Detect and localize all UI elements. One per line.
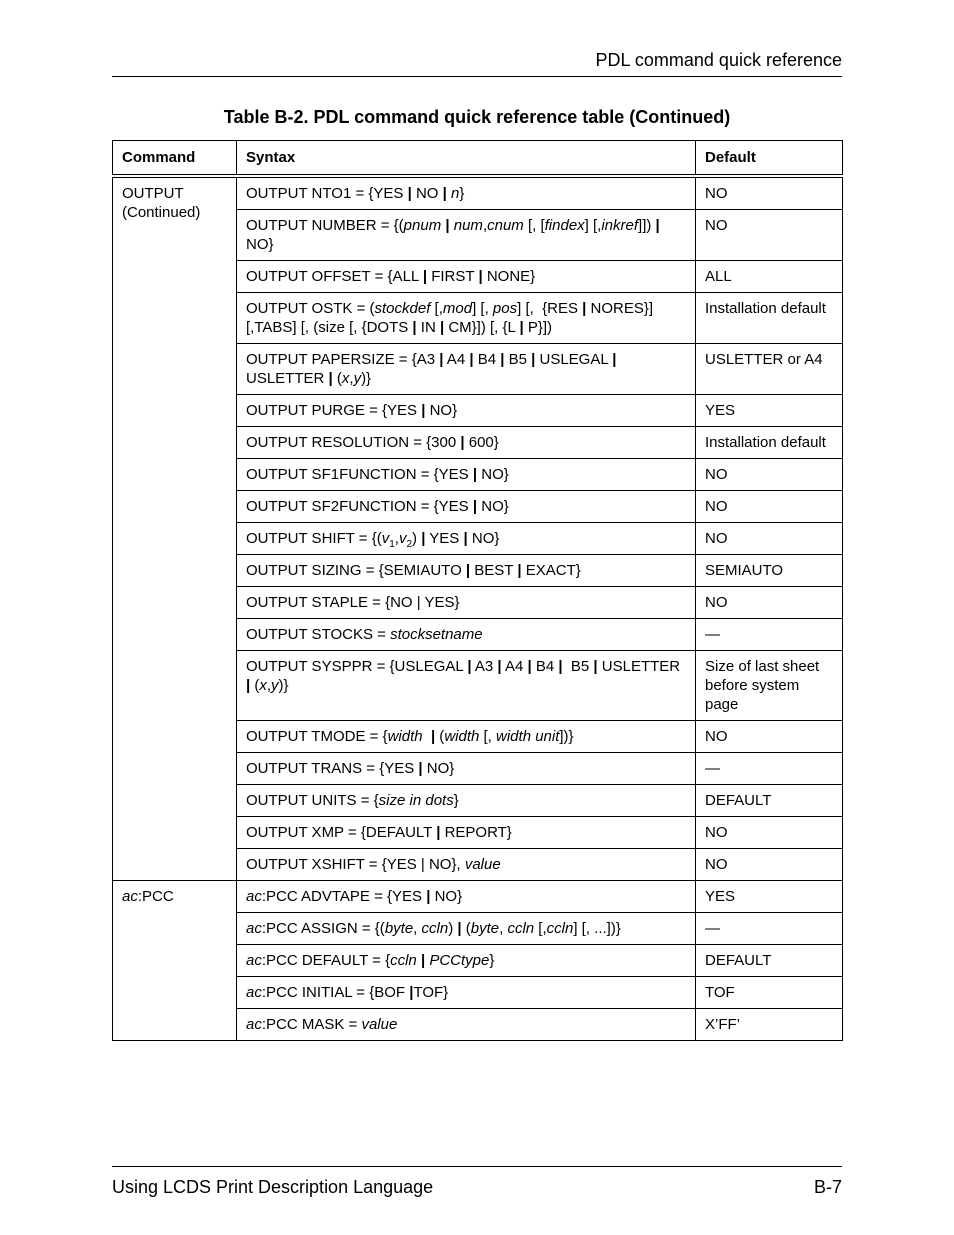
default-cell: —	[696, 753, 843, 785]
default-cell: NO	[696, 849, 843, 881]
default-cell: NO	[696, 459, 843, 491]
page-number: B-7	[813, 1177, 842, 1197]
table-row	[113, 881, 843, 913]
syntax-cell: OUTPUT PURGE = {YES | NO}	[237, 395, 696, 427]
default-cell: DEFAULT	[696, 945, 843, 977]
command-name: :PCC	[137, 888, 174, 905]
table-caption: Table B-2. PDL command quick reference table (Continued)	[223, 107, 731, 127]
default-cell: NO	[696, 210, 843, 261]
command-continued: (Continued)	[122, 204, 201, 221]
default-cell: —	[696, 619, 843, 651]
default-cell: —	[696, 913, 843, 945]
default-cell: X’FF’	[696, 1009, 843, 1041]
default-cell: USLETTER or A4	[696, 344, 843, 395]
footer-rule	[112, 1166, 842, 1167]
column-header-command: Command	[113, 141, 237, 177]
syntax-cell: OUTPUT OSTK = (stockdef [,mod] [, pos] [, {RES | NORES}] [,TABS] [, (size [, {DOTS | IN | CM}]) [, {L | P}])	[237, 293, 696, 344]
column-header-syntax: Syntax	[237, 141, 696, 177]
default-cell: YES	[696, 395, 843, 427]
header-rule	[112, 76, 842, 77]
command-cell-pcc	[113, 881, 237, 1041]
default-cell: NO	[696, 587, 843, 619]
syntax-cell: OUTPUT SHIFT = {$(v_1,v_2)$ | YES | NO}	[237, 523, 696, 555]
syntax-cell: OUTPUT XMP = {DEFAULT | REPORT}	[237, 817, 696, 849]
syntax-cell: OUTPUT TMODE = {width | (width [, width unit])}	[237, 721, 696, 753]
default-cell: NO	[696, 523, 843, 555]
default-cell: NO	[696, 491, 843, 523]
default-cell: ALL	[696, 261, 843, 293]
default-cell: NO	[696, 721, 843, 753]
default-cell: Installation default	[696, 427, 843, 459]
column-header-default: Default	[696, 141, 843, 177]
running-header: PDL command quick reference	[595, 50, 842, 70]
footer-title: Using LCDS Print Description Language	[112, 1177, 434, 1197]
table-header-row	[113, 141, 843, 177]
default-cell: Installation default	[696, 293, 843, 344]
syntax-cell: OUTPUT SIZING = {SEMIAUTO | BEST | EXACT}	[237, 555, 696, 587]
syntax-cell: ac:PCC MASK = value	[237, 1009, 696, 1041]
default-cell: TOF	[696, 977, 843, 1009]
default-cell: YES	[696, 881, 843, 913]
syntax-cell: OUTPUT PAPERSIZE = {A3 | A4 | B4 | B5 | USLEGAL | USLETTER | (x,y)}	[237, 344, 696, 395]
default-cell: SEMIAUTO	[696, 555, 843, 587]
default-cell: NO	[696, 817, 843, 849]
syntax-cell: OUTPUT SF2FUNCTION = {YES | NO}	[237, 491, 696, 523]
default-cell: NO	[696, 176, 843, 210]
syntax-cell: OUTPUT NTO1 = {YES | NO | n}	[237, 176, 696, 210]
syntax-cell: ac:PCC DEFAULT = {ccln | PCCtype}	[237, 945, 696, 977]
table-row	[113, 176, 843, 210]
syntax-cell: OUTPUT TRANS = {YES | NO}	[237, 753, 696, 785]
command-cell-output	[113, 176, 237, 881]
syntax-cell: ac:PCC ADVTAPE = {YES | NO}	[237, 881, 696, 913]
default-cell: DEFAULT	[696, 785, 843, 817]
syntax-cell: OUTPUT STOCKS = stocksetname	[237, 619, 696, 651]
syntax-cell: OUTPUT UNITS = {size in dots}	[237, 785, 696, 817]
syntax-cell: ac:PCC ASSIGN = {(byte, ccln) | (byte, ccln [,ccln] [, ...])}	[237, 913, 696, 945]
syntax-cell: OUTPUT OFFSET = {ALL | FIRST | NONE}	[237, 261, 696, 293]
default-cell: Size of last sheet before system page	[696, 651, 843, 721]
syntax-cell: OUTPUT XSHIFT = {YES | NO}, value	[237, 849, 696, 881]
syntax-cell: OUTPUT SYSPPR = {USLEGAL | A3 | A4 | B4 | B5 | USLETTER | (x,y)}	[237, 651, 696, 721]
command-prefix: ac	[122, 888, 138, 905]
syntax-cell: OUTPUT SF1FUNCTION = {YES | NO}	[237, 459, 696, 491]
syntax-cell: ac:PCC INITIAL = {BOF |TOF}	[237, 977, 696, 1009]
syntax-cell: OUTPUT RESOLUTION = {300 | 600}	[237, 427, 696, 459]
command-name: OUTPUT	[122, 185, 184, 202]
syntax-cell: OUTPUT NUMBER = {(pnum | num,cnum [, [findex] [,inkref]]) | NO}	[237, 210, 696, 261]
syntax-cell: OUTPUT STAPLE = {NO | YES}	[237, 587, 696, 619]
pdl-reference-table	[112, 140, 843, 1041]
